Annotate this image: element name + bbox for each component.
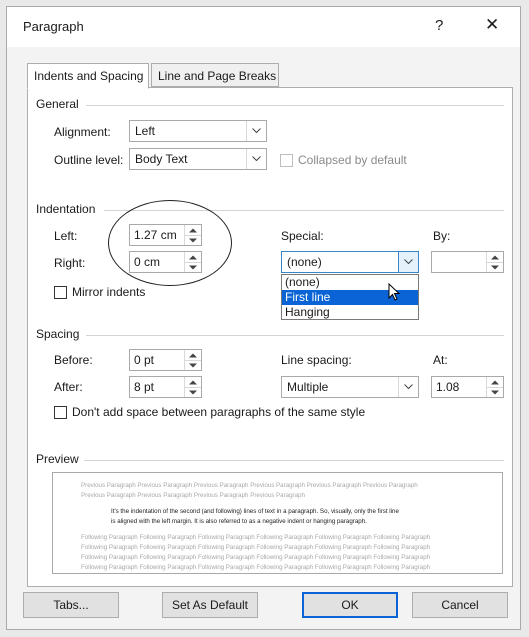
preview-following-line: Following Paragraph Following Paragraph Following Paragraph Following Paragraph Following Paragraph Following Paragraph bbox=[81, 534, 431, 541]
cancel-label: Cancel bbox=[441, 598, 479, 612]
alignment-value: Left bbox=[135, 124, 156, 138]
spin-down-icon[interactable] bbox=[185, 387, 201, 397]
after-spinner[interactable] bbox=[129, 376, 202, 398]
divider bbox=[86, 335, 504, 336]
title-bar bbox=[7, 7, 520, 47]
spinner-buttons bbox=[184, 350, 201, 370]
collapsed-by-default-checkbox[interactable] bbox=[280, 154, 293, 167]
paragraph-dialog bbox=[6, 6, 521, 630]
cancel-button[interactable] bbox=[412, 592, 508, 618]
before-value: 0 pt bbox=[134, 353, 155, 367]
preview-previous-line: Previous Paragraph Previous Paragraph Previous Paragraph Previous Paragraph Previous Paragraph Previous Paragraph bbox=[81, 482, 418, 489]
by-label: By: bbox=[433, 229, 451, 243]
hand-drawn-circle-annotation bbox=[108, 200, 232, 286]
chevron-down-icon[interactable] bbox=[246, 121, 266, 141]
mirror-indents-label: Mirror indents bbox=[72, 285, 146, 299]
tabs-button-label: Tabs... bbox=[53, 598, 89, 612]
before-spinner[interactable] bbox=[129, 349, 202, 371]
special-value: (none) bbox=[287, 255, 322, 269]
spin-down-icon[interactable] bbox=[487, 262, 503, 272]
set-as-default-button[interactable] bbox=[162, 592, 258, 618]
dont-add-space-checkbox[interactable] bbox=[54, 406, 67, 419]
preview-heading: Preview bbox=[36, 452, 79, 466]
at-spinner[interactable] bbox=[431, 376, 504, 398]
outline-level-value: Body Text bbox=[135, 152, 188, 166]
spinner-buttons bbox=[486, 377, 503, 397]
dont-add-space-label: Don't add space between paragraphs of the same style bbox=[72, 405, 366, 419]
spinner-buttons bbox=[184, 377, 201, 397]
special-label: Special: bbox=[281, 229, 324, 243]
mirror-indents-checkbox[interactable] bbox=[54, 286, 67, 299]
at-label: At: bbox=[433, 353, 448, 367]
special-option-none[interactable]: (none) bbox=[285, 275, 320, 289]
ok-button[interactable] bbox=[302, 592, 398, 618]
chevron-down-icon[interactable] bbox=[398, 252, 418, 272]
special-option-first-line[interactable]: First line bbox=[282, 290, 418, 305]
dialog-title: Paragraph bbox=[23, 19, 84, 34]
alignment-select[interactable] bbox=[129, 120, 267, 142]
indentation-heading: Indentation bbox=[36, 202, 96, 216]
alignment-label: Alignment: bbox=[54, 125, 111, 139]
divider bbox=[86, 105, 504, 106]
preview-following-line: Following Paragraph Following Paragraph Following Paragraph Following Paragraph Following Paragraph Following Paragraph bbox=[81, 554, 431, 561]
line-spacing-select[interactable] bbox=[281, 376, 419, 398]
tab-line-and-page-breaks[interactable] bbox=[151, 63, 279, 87]
close-icon[interactable]: ✕ bbox=[485, 15, 500, 34]
after-value: 8 pt bbox=[134, 380, 155, 394]
after-label: After: bbox=[54, 380, 83, 394]
indents-spacing-panel bbox=[27, 87, 513, 587]
preview-box bbox=[52, 472, 503, 574]
line-spacing-label: Line spacing: bbox=[281, 353, 352, 367]
preview-sample-line: It's the indentation of the second (and following) lines of text in a paragraph. So, visually, only the first line bbox=[111, 508, 399, 515]
mouse-pointer-icon bbox=[388, 283, 402, 303]
ok-label: OK bbox=[341, 598, 359, 612]
spin-down-icon[interactable] bbox=[185, 360, 201, 370]
line-spacing-value: Multiple bbox=[287, 380, 329, 394]
general-heading: General bbox=[36, 97, 79, 111]
right-indent-value: 0 cm bbox=[134, 255, 161, 269]
help-button[interactable]: ? bbox=[435, 17, 444, 34]
preview-following-line: Following Paragraph Following Paragraph Following Paragraph Following Paragraph Following Paragraph Following Paragraph bbox=[81, 564, 431, 571]
preview-previous-line: Previous Paragraph Previous Paragraph Previous Paragraph Previous Paragraph bbox=[81, 492, 305, 499]
chevron-down-icon[interactable] bbox=[398, 377, 418, 397]
chevron-down-icon[interactable] bbox=[246, 149, 266, 169]
outline-level-label: Outline level: bbox=[54, 153, 124, 167]
spin-down-icon[interactable] bbox=[487, 387, 503, 397]
preview-sample-line: is aligned with the left margin. It is also referred to as a negative indent or hanging paragraph. bbox=[111, 518, 367, 525]
before-label: Before: bbox=[54, 353, 93, 367]
tab-label: Line and Page Breaks bbox=[158, 69, 277, 83]
left-indent-value: 1.27 cm bbox=[134, 228, 177, 242]
special-option-hanging[interactable]: Hanging bbox=[285, 305, 330, 319]
tab-indents-and-spacing[interactable] bbox=[27, 63, 149, 89]
special-select[interactable] bbox=[281, 251, 419, 273]
spacing-heading: Spacing bbox=[36, 327, 80, 341]
tab-label: Indents and Spacing bbox=[34, 69, 144, 83]
set-as-default-label: Set As Default bbox=[171, 598, 249, 612]
outline-level-select[interactable] bbox=[129, 148, 267, 170]
by-spinner[interactable] bbox=[431, 251, 504, 273]
at-value: 1.08 bbox=[436, 380, 460, 394]
spinner-buttons bbox=[486, 252, 503, 272]
collapsed-by-default-label: Collapsed by default bbox=[298, 153, 407, 167]
left-indent-label: Left: bbox=[54, 229, 78, 243]
preview-following-line: Following Paragraph Following Paragraph Following Paragraph Following Paragraph Following Paragraph Following Paragraph bbox=[81, 544, 431, 551]
right-indent-label: Right: bbox=[54, 256, 86, 270]
tabs-button[interactable] bbox=[23, 592, 119, 618]
divider bbox=[84, 460, 504, 461]
